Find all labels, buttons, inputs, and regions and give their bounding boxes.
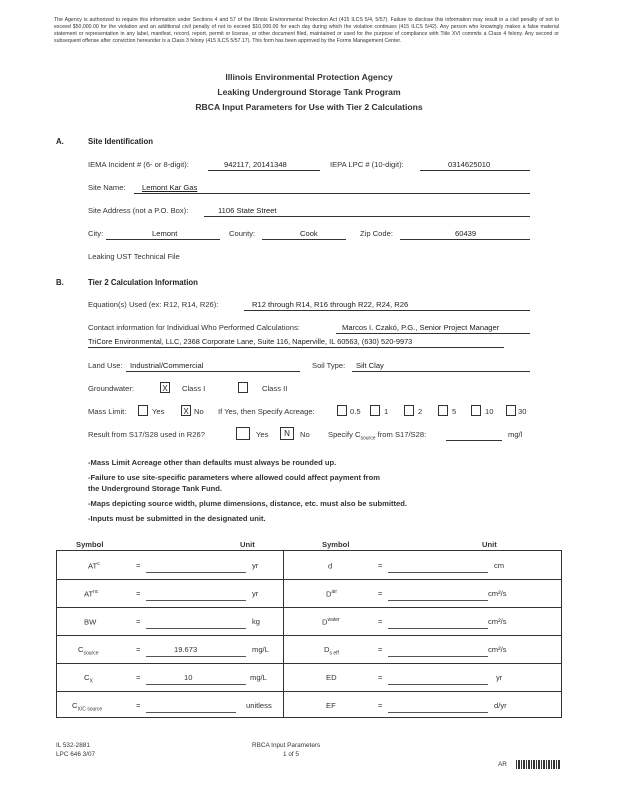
table-row-sym: EF — [326, 701, 336, 710]
class2-label: Class II — [262, 384, 288, 393]
section-b-title: Tier 2 Calculation Information — [88, 278, 198, 287]
soil-type-label: Soil Type: — [312, 361, 346, 370]
land-use-label: Land Use: — [88, 361, 123, 370]
table-row-sym: $AT^c$ — [88, 561, 100, 571]
equals-sign: = — [378, 617, 383, 626]
contact-label: Contact information for Individual Who Performed Calculations: — [88, 323, 300, 332]
equals-sign: = — [136, 701, 141, 710]
acreage-1-label: 1 — [384, 407, 389, 416]
equals-sign: = — [378, 645, 383, 654]
table-unit: yr — [252, 561, 259, 570]
mass-limit-yes-label: Yes — [152, 407, 165, 416]
s17-question-label: Result from S17/S28 used in R26? — [88, 430, 205, 439]
s17-no-label: No — [300, 430, 310, 439]
zip-field[interactable]: 60439 — [455, 229, 477, 238]
note-rounding: -Mass Limit Acreage other than defaults must always be rounded up. — [88, 458, 337, 467]
acreage-label: If Yes, then Specify Acreage: — [218, 407, 315, 416]
site-name-label: Site Name: — [88, 183, 126, 192]
table-unit: cm²/s — [488, 589, 507, 598]
agency-heading: Illinois Environmental Protection Agency — [225, 72, 393, 82]
city-field[interactable]: Lemont — [152, 229, 178, 238]
address-label: Site Address (not a P.O. Box): — [88, 206, 189, 215]
table-unit: d/yr — [494, 701, 507, 710]
equals-sign: = — [136, 589, 141, 598]
note-site-specific: -Failure to use site-specific parameters where allowed could affect payment from — [88, 473, 381, 482]
acreage-5-checkbox[interactable] — [438, 405, 448, 416]
table-row-sym: d — [328, 561, 333, 571]
acreage-10-label: 10 — [485, 407, 494, 416]
symbol-header-right: Symbol — [322, 540, 350, 549]
table-unit: cm²/s — [488, 617, 507, 626]
incident-field[interactable]: 942117, 20141348 — [224, 160, 287, 169]
acreage-10-checkbox[interactable] — [471, 405, 481, 416]
county-field[interactable]: Cook — [300, 229, 318, 238]
lpc-form-id: LPC 646 3/07 — [56, 751, 96, 758]
disclaimer-text: The Agency is authorized to require this information under Sections 4 and 57 of the Illinois Environmental Protection Act (415 ILCS 5/4, 5/57). Failure to disclose this information may result in a civil penalty of not to exceed $50,000.00 for the violation and an additional civil penalty of not to exceed $10,000.00 for each day during which the violation continues (415 ILCS 5/42). Any person who knowingly makes a false material statement or representation in any label, manifest, record, report, permit or license, or other document filed, maintained or used for the purpose of compliance with Title XVI commits a Class 4 felony. Any second or subsequent offense after conviction hereunder is a Class 3 felony (415 ILCS 5/57.17). This form has been approved by the Forms Management Center. — [54, 17, 559, 45]
table-row-sym: $C_{source}$ — [78, 645, 99, 657]
equals-sign: = — [378, 561, 383, 570]
initials: AR — [498, 761, 507, 768]
table-unit: unitless — [246, 701, 272, 710]
table-row-sym: $D^{air}$ — [326, 589, 338, 599]
equations-field[interactable]: R12 through R14, R16 through R22, R24, R26 — [252, 300, 409, 309]
section-b-letter: B. — [56, 278, 64, 287]
page-number: 1 of 5 — [283, 751, 299, 758]
equations-label: Equation(s) Used (ex: R12, R14, R26): — [88, 300, 219, 309]
mass-limit-no-label: No — [194, 407, 204, 416]
table-row-sym: ED — [326, 673, 337, 682]
barcode-icon — [516, 760, 560, 769]
contact-address-field[interactable]: TriCore Environmental, LLC, 2368 Corporate Lane, Suite 116, Naperville, IL 60563, (630) 520-9973 — [88, 337, 413, 346]
address-field[interactable]: 1106 State Street — [218, 206, 277, 215]
table-unit: kg — [252, 617, 261, 626]
acreage-30-checkbox[interactable] — [506, 405, 516, 416]
symbol-header-left: Symbol — [76, 540, 104, 549]
acreage-0-5-label: 0.5 — [350, 407, 361, 416]
s17-yes-checkbox[interactable] — [236, 427, 250, 440]
mass-limit-yes-checkbox[interactable] — [138, 405, 148, 416]
equals-sign: = — [136, 645, 141, 654]
class1-label: Class I — [182, 384, 206, 393]
incident-label: IEMA Incident # (6- or 8-digit): — [88, 160, 189, 169]
groundwater-label: Groundwater: — [88, 384, 135, 393]
land-use-field[interactable]: Industrial/Commercial — [130, 361, 204, 370]
zip-label: Zip Code: — [360, 229, 393, 238]
table-unit: mg/L — [252, 645, 269, 654]
s17-no-checkbox[interactable]: N — [280, 427, 294, 440]
equals-sign: = — [136, 673, 141, 682]
lpc-label: IEPA LPC # (10-digit): — [330, 160, 404, 169]
program-heading: Leaking Underground Storage Tank Program — [217, 87, 401, 97]
table-unit: cm²/s — [488, 645, 507, 654]
equals-sign: = — [136, 617, 141, 626]
table-unit: yr — [496, 673, 503, 682]
city-label: City: — [88, 229, 104, 238]
section-a-letter: A. — [56, 137, 64, 146]
lpc-field[interactable]: 0314625010 — [448, 160, 491, 169]
table-row-sym: $AT^{nc}$ — [84, 589, 99, 599]
table-unit: mg/L — [250, 673, 267, 682]
table-row-sym: $D^{water}$ — [322, 617, 340, 627]
site-name-field[interactable]: Lemont Kar Gas — [142, 183, 198, 192]
mass-limit-no-checkbox[interactable]: X — [181, 405, 191, 416]
acreage-2-checkbox[interactable] — [404, 405, 414, 416]
table-unit: cm — [494, 561, 505, 570]
unit-header-left: Unit — [240, 540, 255, 549]
acreage-0-5-checkbox[interactable] — [337, 405, 347, 416]
equals-sign: = — [136, 561, 141, 570]
equals-sign: = — [378, 589, 383, 598]
table-value-field[interactable]: 19.673 — [174, 645, 198, 654]
soil-type-field[interactable]: Silt Clay — [356, 361, 384, 370]
note-units: -Inputs must be submitted in the designated unit. — [88, 514, 266, 523]
county-label: County: — [229, 229, 256, 238]
table-value-field[interactable]: 10 — [184, 673, 193, 682]
table-row-sym: $C_X$ — [84, 673, 93, 685]
specify-csource-label: Specify $C_{source}$ from S17/S28: — [328, 430, 427, 442]
technical-file-label: Leaking UST Technical File — [88, 252, 180, 261]
specify-csource-unit: mg/l — [508, 430, 523, 439]
equals-sign: = — [378, 701, 383, 710]
table-row-sym: $C_{X/C source}$ — [72, 701, 103, 713]
note-maps: -Maps depicting source width, plume dimensions, distance, etc. must also be submitted. — [88, 499, 407, 508]
unit-header-right: Unit — [482, 540, 497, 549]
note-site-specific-cont: the Underground Storage Tank Fund. — [88, 484, 223, 493]
acreage-5-label: 5 — [452, 407, 457, 416]
form-title: RBCA Input Parameters for Use with Tier 2 Calculations — [195, 102, 423, 112]
parameters-table — [56, 550, 562, 718]
class1-checkbox[interactable]: X — [160, 382, 170, 393]
equals-sign: = — [378, 673, 383, 682]
mass-limit-label: Mass Limit: — [88, 407, 127, 416]
footer-form-name: RBCA Input Parameters — [252, 742, 321, 749]
contact-name-field[interactable]: Marcos I. Czakó, P.G., Senior Project Manager — [342, 323, 500, 332]
table-row-sym: BW — [84, 617, 97, 627]
table-unit: yr — [252, 589, 259, 598]
s17-yes-label: Yes — [256, 430, 269, 439]
acreage-1-checkbox[interactable] — [370, 405, 380, 416]
section-a-title: Site Identification — [88, 137, 153, 146]
acreage-30-label: 30 — [518, 407, 527, 416]
form-id: IL 532-2881 — [56, 742, 90, 749]
class2-checkbox[interactable] — [238, 382, 248, 393]
table-row-sym: $D_{s eff}$ — [324, 645, 339, 657]
acreage-2-label: 2 — [418, 407, 423, 416]
